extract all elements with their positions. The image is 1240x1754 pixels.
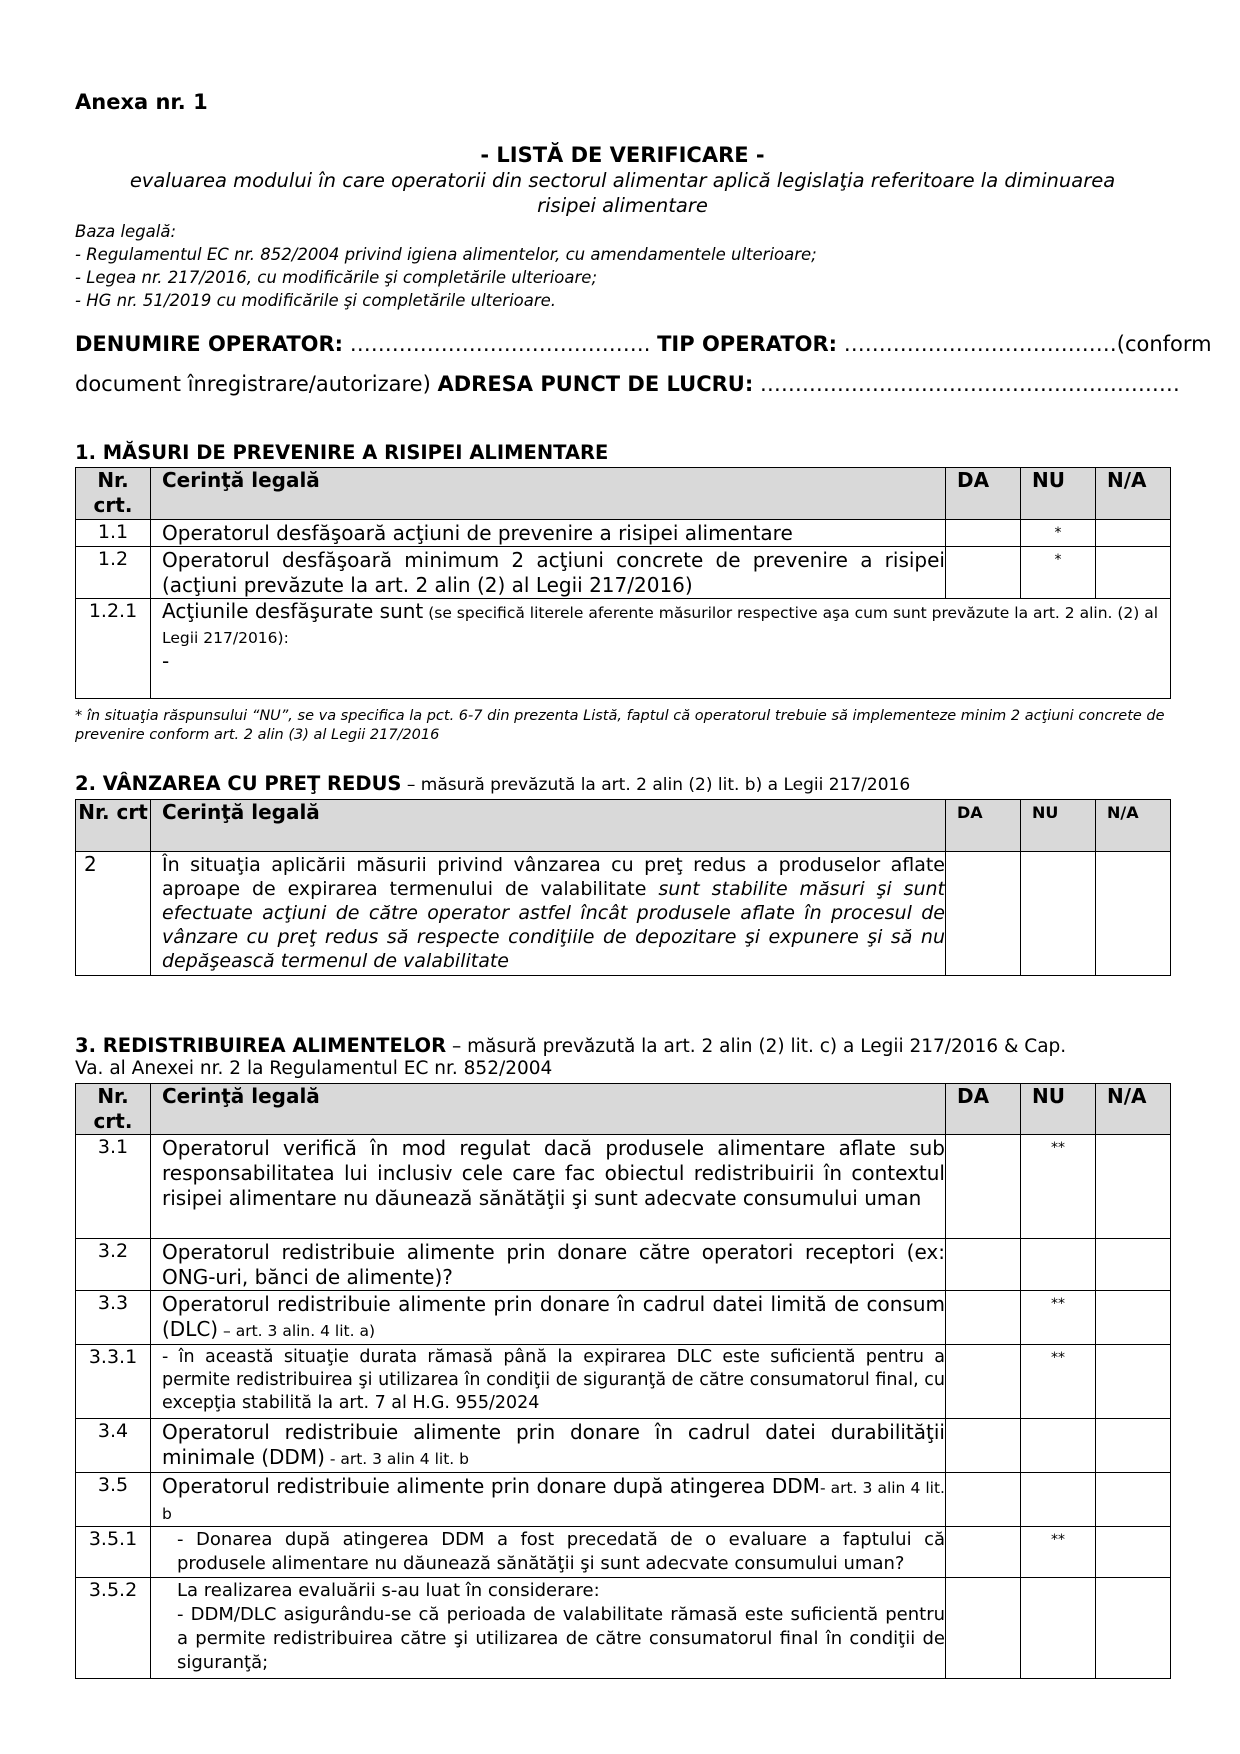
row-nr: 3.3 [76,1291,151,1345]
table-header [76,468,1171,520]
row-requirement: În situaţia aplicării măsurii privind vânzarea cu preţ redus a produselor aflate aproape de expirarea termenului de valabilitate sunt stabilite măsuri şi sunt efectuate acţiuni de către operator astfel încât produsele aflate în procesul de vânzare cu preţ redus să respecte condiţiile de depozitare şi expunere şi să nu depăşească termenul de valabilitate [151,852,946,976]
operator-type-label: TIP OPERATOR: [657,332,838,356]
row-requirement: Operatorul redistribuie alimente prin donare după atingerea DDM- art. 3 alin 4 lit. b [151,1473,946,1527]
document-subtitle [75,168,1170,218]
address-label: ADRESA PUNCT DE LUCRU: [437,372,754,396]
table-row [76,1345,1171,1419]
row-nr: 2 [76,852,151,976]
row-requirement: Operatorul verifică în mod regulat dacă produsele alimentare aflate sub responsabilitatea lui inclusiv cele care fac obiectul redistribuirii în contextul risipei alimentare nu dăunează sănătăţii şi sunt adecvate consumului uman [151,1135,946,1239]
section-3-title-line2: Va. al Anexei nr. 2 la Regulamentul EC nr. 852/2004 [75,1058,553,1079]
nu-cell[interactable] [1021,852,1096,976]
operator-name-label: DENUMIRE OPERATOR: [75,332,344,356]
nu-cell[interactable]: ** [1021,1135,1096,1239]
subtitle-line: evaluarea modului în care operatorii din sectorul alimentar aplică legislaţia referitoare la diminuarea [129,169,1116,192]
da-cell[interactable] [946,1578,1021,1679]
header-nr: Nr. crt. [76,468,151,520]
row-requirement: Acţiunile desfăşurate sunt (se specifică literele aferente măsurilor respective aşa cum sunt prevăzute la art. 2 alin. (2) al Legii 217/2016): - [151,599,1171,699]
subtitle-line: risipei alimentare [537,194,708,217]
row-requirement: Operatorul desfăşoară acţiuni de prevenire a risipei alimentare [151,520,946,547]
na-cell[interactable] [1096,1239,1171,1291]
section-1-title: 1. MĂSURI DE PREVENIRE A RISIPEI ALIMENTARE [75,441,609,464]
da-cell[interactable] [946,1345,1021,1419]
operator-name-field[interactable]: ……………………………………. [343,332,658,356]
address-field[interactable]: …………………………………………………… [753,372,1180,396]
da-cell[interactable] [946,1291,1021,1345]
row-requirement: - în această situaţie durata rămasă până la expirarea DLC este suficientă pentru a permite redistribuirea şi utilizarea în condiţii de siguranţă de către consumatorul final, cu excepţia stabilită la art. 7 al H.G. 955/2024 [151,1345,946,1419]
header-da: DA [946,800,1021,852]
header-na: N/A [1096,468,1171,520]
row-nr: 3.1 [76,1135,151,1239]
da-cell[interactable] [946,852,1021,976]
header-na: N/A [1096,800,1171,852]
legal-basis-item: - HG nr. 51/2019 cu modificările şi completările ulterioare. [75,291,557,310]
table-row [76,1291,1171,1345]
row-nr: 3.4 [76,1419,151,1473]
operator-type-field[interactable]: …………………………………(conform [837,332,1212,356]
na-cell[interactable] [1096,547,1171,599]
header-na: N/A [1096,1084,1171,1135]
header-nr: Nr. crt [76,800,151,852]
legal-basis-heading: Baza legală: [75,222,177,241]
operator-line-1 [75,332,1212,356]
na-cell[interactable] [1096,1291,1171,1345]
row-nr: 3.2 [76,1239,151,1291]
row-nr: 3.3.1 [76,1345,151,1419]
section-1-note: * în situaţia răspunsului “NU”, se va specifica la pct. 6-7 din prezenta Listă, faptul că operatorul trebuie să implementeze minim 2 acţiuni concrete de prevenire conform art. 2 alin (3) al Legii 217/2016 [75,708,1165,743]
legal-basis [75,220,817,312]
header-cerinta: Cerinţă legală [151,468,946,520]
nu-cell[interactable]: * [1021,547,1096,599]
header-nu: NU [1021,468,1096,520]
da-cell[interactable] [946,1527,1021,1578]
da-cell[interactable] [946,547,1021,599]
table-row [76,1473,1171,1527]
row-requirement: Operatorul redistribuie alimente prin donare în cadrul datei durabilităţii minimale (DDM) - art. 3 alin 4 lit. b [151,1419,946,1473]
section-2-title: 2. VÂNZAREA CU PREŢ REDUS – măsură prevăzută la art. 2 alin (2) lit. b) a Legii 217/2016 [75,772,911,795]
nu-cell[interactable] [1021,1239,1096,1291]
annex-label: Anexa nr. 1 [75,90,208,114]
na-cell[interactable] [1096,1527,1171,1578]
section-2-table [75,799,1171,976]
header-cerinta: Cerinţă legală [151,800,946,852]
row-nr: 3.5.2 [76,1578,151,1679]
table-row [76,1239,1171,1291]
nu-cell[interactable]: ** [1021,1291,1096,1345]
table-row [76,520,1171,547]
nu-cell[interactable] [1021,1473,1096,1527]
table-row [76,599,1171,699]
legal-basis-item: - Legea nr. 217/2016, cu modificările şi completările ulterioare; [75,268,597,287]
row-nr: 1.1 [76,520,151,547]
table-row [76,1419,1171,1473]
na-cell[interactable] [1096,1578,1171,1679]
table-header [76,1084,1171,1135]
header-da: DA [946,1084,1021,1135]
row-requirement: - Donarea după atingerea DDM a fost precedată de o evaluare a faptului că produsele alimentare nu dăunează sănătăţii şi sunt adecvate consumului uman? [151,1527,946,1578]
table-row [76,1135,1171,1239]
nu-cell[interactable]: ** [1021,1527,1096,1578]
table-row [76,1527,1171,1578]
table-header [76,800,1171,852]
na-cell[interactable] [1096,1135,1171,1239]
da-cell[interactable] [946,520,1021,547]
na-cell[interactable] [1096,1473,1171,1527]
na-cell[interactable] [1096,1345,1171,1419]
nu-cell[interactable] [1021,1419,1096,1473]
section-1-table [75,467,1171,699]
header-nu: NU [1021,1084,1096,1135]
section-3-title: 3. REDISTRIBUIREA ALIMENTELOR – măsură prevăzută la art. 2 alin (2) lit. c) a Legii 217/2016 & Cap. [75,1034,1067,1057]
na-cell[interactable] [1096,852,1171,976]
nu-cell[interactable]: * [1021,520,1096,547]
da-cell[interactable] [946,1473,1021,1527]
na-cell[interactable] [1096,520,1171,547]
na-cell[interactable] [1096,1419,1171,1473]
row-nr: 1.2.1 [76,599,151,699]
da-cell[interactable] [946,1135,1021,1239]
table-row [76,852,1171,976]
nu-cell[interactable]: ** [1021,1345,1096,1419]
header-nu: NU [1021,800,1096,852]
operator-line-2 [75,372,1180,396]
row-requirement: Operatorul desfăşoară minimum 2 acţiuni concrete de prevenire a risipei (acţiuni prevăzute la art. 2 alin (2) al Legii 217/2016) [151,547,946,599]
row-requirement: Operatorul redistribuie alimente prin donare în cadrul datei limită de consum (DLC) – art. 3 alin. 4 lit. a) [151,1291,946,1345]
row-nr: 1.2 [76,547,151,599]
nu-cell[interactable] [1021,1578,1096,1679]
table-row [76,547,1171,599]
row-nr: 3.5 [76,1473,151,1527]
header-cerinta: Cerinţă legală [151,1084,946,1135]
operator-doc-text: document înregistrare/autorizare) [75,372,438,396]
row-requirement: Operatorul redistribuie alimente prin donare către operatori receptori (ex: ONG-uri, bănci de alimente)? [151,1239,946,1291]
legal-basis-item: - Regulamentul EC nr. 852/2004 privind igiena alimentelor, cu amendamentele ulterioare; [75,245,817,264]
da-cell[interactable] [946,1419,1021,1473]
row-nr: 3.5.1 [76,1527,151,1578]
da-cell[interactable] [946,1239,1021,1291]
document-title: - LISTĂ DE VERIFICARE - [480,143,765,167]
row-requirement: La realizarea evaluării s-au luat în considerare: - DDM/DLC asigurându-se că perioada de valabilitate rămasă este suficientă pentru a permite redistribuirea către şi utilizarea de către consumatorul final în condiţii de siguranţă; [151,1578,946,1679]
section-3-table [75,1083,1171,1679]
answer-dash[interactable]: - [162,649,170,673]
table-row [76,1578,1171,1679]
header-nr: Nr. crt. [76,1084,151,1135]
header-da: DA [946,468,1021,520]
